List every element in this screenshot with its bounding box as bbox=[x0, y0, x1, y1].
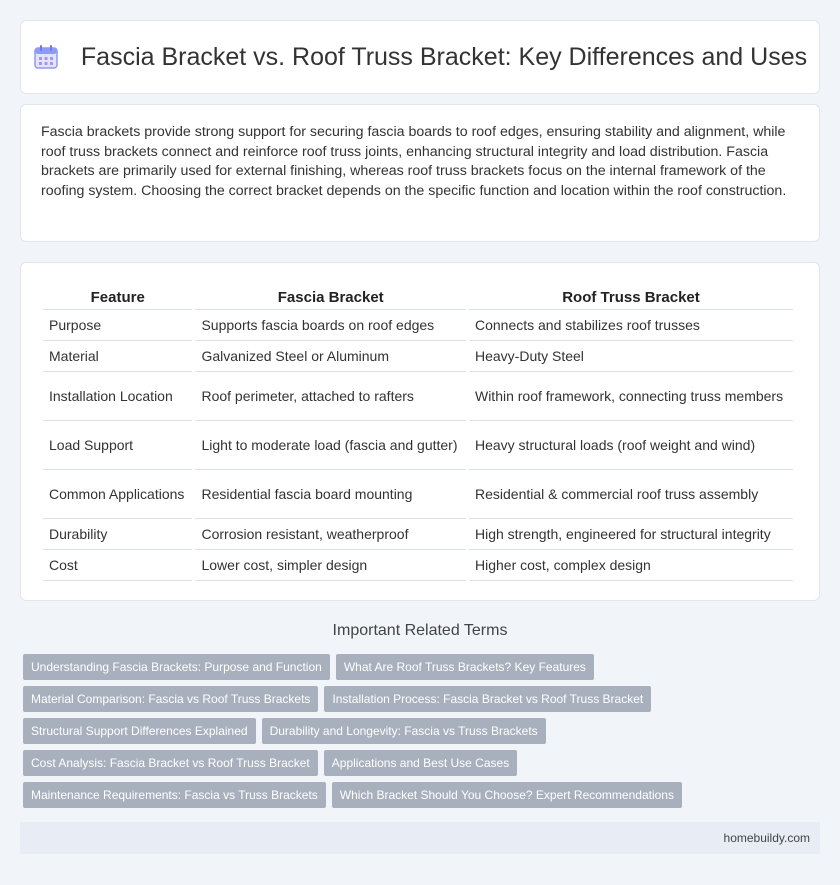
table-row bbox=[43, 550, 793, 581]
intro-card bbox=[20, 104, 820, 242]
table-cell: Residential fascia board mounting bbox=[195, 470, 466, 519]
tag-row bbox=[23, 750, 823, 776]
table-cell: Galvanized Steel or Aluminum bbox=[195, 341, 466, 372]
table-cell: Purpose bbox=[43, 310, 192, 341]
table-row bbox=[43, 470, 793, 519]
intro-paragraph: Fascia brackets provide strong support for securing fascia boards to roof edges, ensuring stability and alignment, while roof truss brackets connect and reinforce roof truss joints, enhancing structural integrity and load distribution. Fascia brackets are primarily used for external finishing, whereas roof truss brackets focus on the internal framework of the roofing system. Choosing the correct bracket depends on the specific function and location within the roof construction. bbox=[41, 124, 787, 199]
table-cell: Within roof framework, connecting truss members bbox=[469, 372, 793, 421]
table-header-feature: Feature bbox=[43, 283, 192, 310]
table-row bbox=[43, 421, 793, 470]
tag-row bbox=[23, 654, 823, 680]
related-term-tag[interactable]: Durability and Longevity: Fascia vs Truss Brackets bbox=[262, 718, 546, 744]
table-cell: Installation Location bbox=[43, 372, 192, 421]
footer bbox=[20, 822, 820, 854]
table-row bbox=[43, 341, 793, 372]
related-term-tag[interactable]: Which Bracket Should You Choose? Expert Recommendations bbox=[332, 782, 682, 808]
table-cell: Heavy-Duty Steel bbox=[469, 341, 793, 372]
table-header-fascia: Fascia Bracket bbox=[195, 283, 466, 310]
tag-row bbox=[23, 782, 823, 808]
table-cell: Durability bbox=[43, 519, 192, 550]
related-term-tag[interactable]: Installation Process: Fascia Bracket vs Roof Truss Bracket bbox=[324, 686, 651, 712]
table-row bbox=[43, 310, 793, 341]
footer-site-link[interactable]: homebuildy.com bbox=[723, 831, 810, 845]
related-term-tag[interactable]: Maintenance Requirements: Fascia vs Truss Brackets bbox=[23, 782, 326, 808]
tag-row bbox=[23, 718, 823, 744]
related-term-tag[interactable]: Material Comparison: Fascia vs Roof Truss Brackets bbox=[23, 686, 318, 712]
table-cell: Cost bbox=[43, 550, 192, 581]
comparison-table bbox=[40, 283, 796, 581]
calendar-icon bbox=[33, 44, 59, 70]
tag-row bbox=[23, 686, 823, 712]
related-term-tag[interactable]: What Are Roof Truss Brackets? Key Features bbox=[336, 654, 594, 680]
table-cell: High strength, engineered for structural integrity bbox=[469, 519, 793, 550]
related-term-tag[interactable]: Structural Support Differences Explained bbox=[23, 718, 256, 744]
table-cell: Load Support bbox=[43, 421, 192, 470]
comparison-table-card bbox=[20, 262, 820, 601]
table-cell: Higher cost, complex design bbox=[469, 550, 793, 581]
table-row bbox=[43, 372, 793, 421]
table-cell: Light to moderate load (fascia and gutter) bbox=[195, 421, 466, 470]
table-header-truss: Roof Truss Bracket bbox=[469, 283, 793, 310]
table-cell: Lower cost, simpler design bbox=[195, 550, 466, 581]
related-terms-list bbox=[23, 654, 823, 814]
related-term-tag[interactable]: Cost Analysis: Fascia Bracket vs Roof Truss Bracket bbox=[23, 750, 318, 776]
table-cell: Roof perimeter, attached to rafters bbox=[195, 372, 466, 421]
related-terms-title: Important Related Terms bbox=[332, 622, 508, 639]
table-cell: Residential & commercial roof truss assembly bbox=[469, 470, 793, 519]
related-term-tag[interactable]: Understanding Fascia Brackets: Purpose and Function bbox=[23, 654, 330, 680]
table-cell: Common Applications bbox=[43, 470, 192, 519]
table-cell: Supports fascia boards on roof edges bbox=[195, 310, 466, 341]
table-cell: Material bbox=[43, 341, 192, 372]
table-cell: Heavy structural loads (roof weight and wind) bbox=[469, 421, 793, 470]
title-card bbox=[20, 20, 820, 94]
table-cell: Corrosion resistant, weatherproof bbox=[195, 519, 466, 550]
table-cell: Connects and stabilizes roof trusses bbox=[469, 310, 793, 341]
table-row bbox=[43, 519, 793, 550]
related-term-tag[interactable]: Applications and Best Use Cases bbox=[324, 750, 517, 776]
page-title: Fascia Bracket vs. Roof Truss Bracket: Key Differences and Uses bbox=[80, 42, 808, 71]
